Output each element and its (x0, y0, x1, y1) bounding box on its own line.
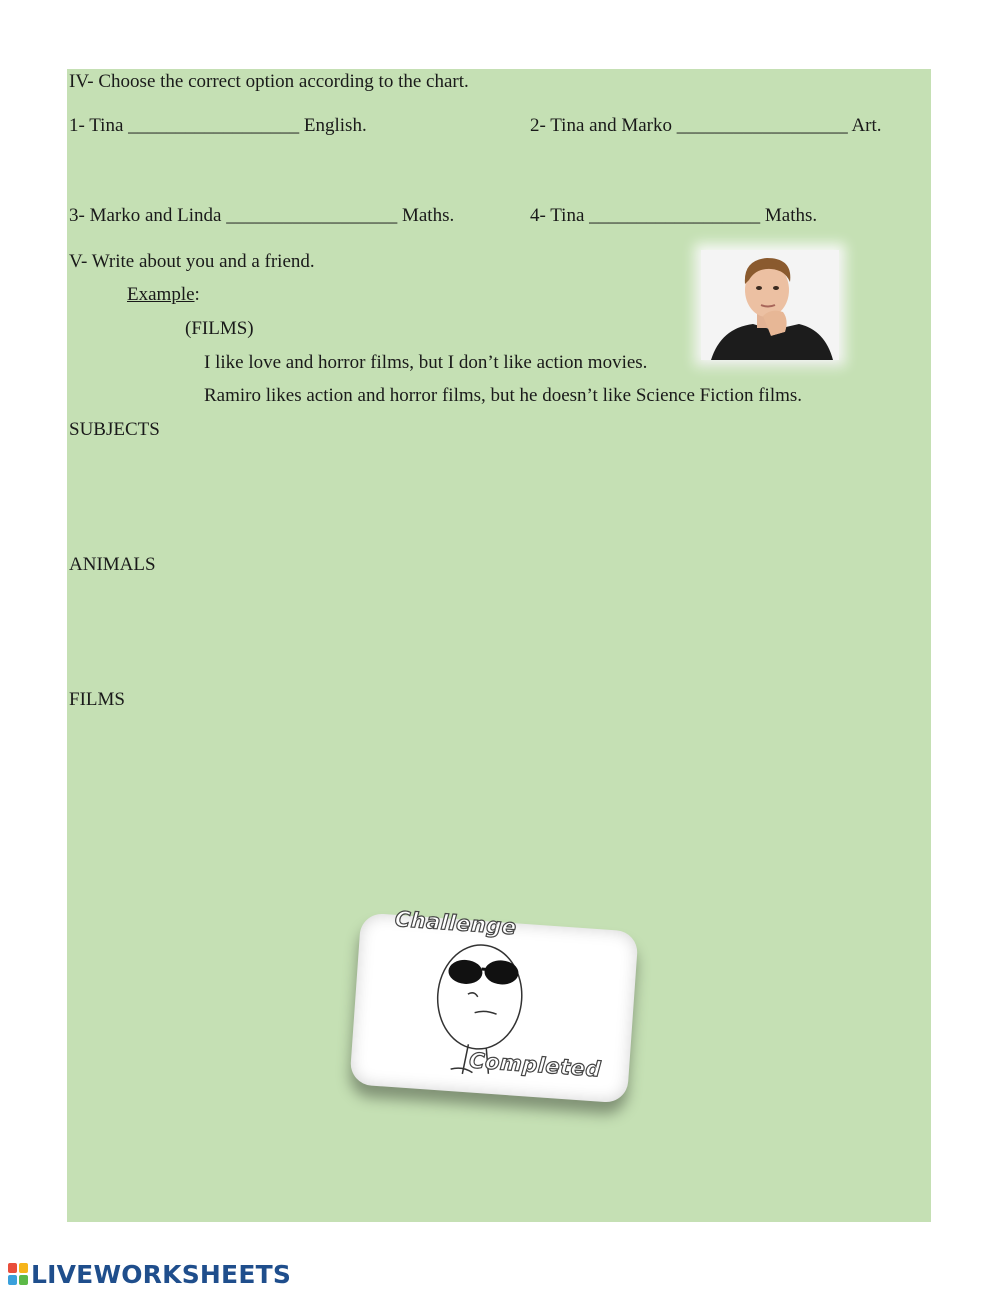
thinking-boy-illustration (701, 250, 839, 360)
liveworksheets-logo[interactable] (8, 1258, 291, 1290)
question-4-suffix: Maths. (764, 205, 818, 226)
question-2 (530, 114, 882, 138)
question-3-blank[interactable]: __________________ (226, 205, 398, 226)
question-4-blank[interactable]: __________________ (589, 205, 761, 226)
question-1-blank[interactable]: __________________ (128, 115, 300, 136)
logo-grid-icon (8, 1263, 28, 1285)
example-line-2: Ramiro likes action and horror films, but he doesn’t like Science Fiction films. (204, 385, 803, 406)
section-5-heading: V- Write about you and a friend. (69, 251, 315, 272)
question-2-prefix: 2- Tina and Marko (530, 115, 672, 136)
example-line-1: I like love and horror films, but I don’t like action movies. (204, 352, 648, 373)
question-1-prefix: 1- Tina (69, 115, 124, 136)
example-topic: (FILMS) (185, 318, 254, 339)
logo-text: LIVEWORKSHEETS (31, 1259, 292, 1289)
question-3-suffix: Maths. (401, 205, 455, 226)
question-1-suffix: English. (303, 115, 367, 136)
section-4-heading: IV- Choose the correct option according to the chart. (69, 71, 469, 92)
topic-films: FILMS (69, 689, 125, 710)
badge-bottom-text: Completed (468, 1048, 602, 1082)
question-3-prefix: 3- Marko and Linda (69, 205, 222, 226)
question-2-blank[interactable]: __________________ (676, 115, 848, 136)
question-2-suffix: Art. (851, 115, 882, 136)
question-4-prefix: 4- Tina (530, 205, 585, 226)
topic-subjects: SUBJECTS (69, 419, 160, 440)
example-colon: : (194, 284, 200, 305)
question-3 (69, 204, 454, 228)
topic-animals: ANIMALS (69, 554, 156, 575)
question-1 (69, 114, 367, 138)
thinking-boy-photo (701, 250, 839, 360)
question-4 (530, 204, 817, 228)
challenge-completed-badge (349, 906, 638, 1104)
badge-top-text: Challenge (394, 906, 518, 940)
example-label-text: Example (127, 284, 195, 305)
example-label (127, 283, 200, 307)
